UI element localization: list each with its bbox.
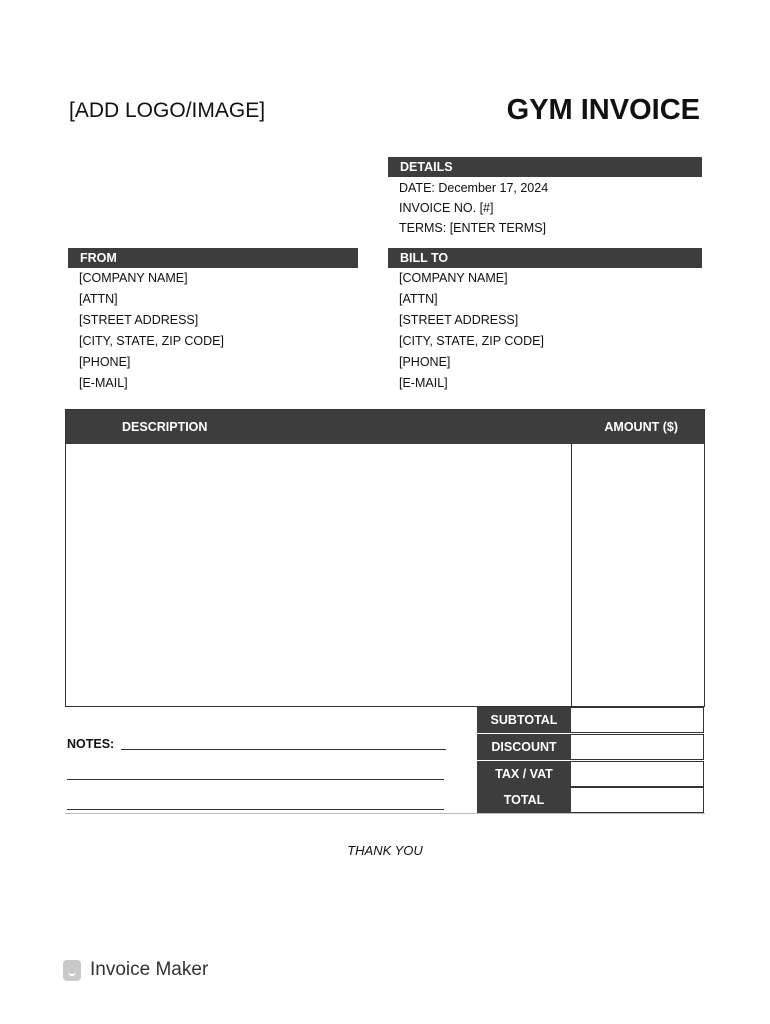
brand-name: Invoice Maker bbox=[90, 959, 209, 980]
bill-to-email[interactable]: [E-MAIL] bbox=[399, 376, 448, 390]
invoice-maker-logo-icon bbox=[63, 960, 81, 981]
discount-label: DISCOUNT bbox=[477, 734, 571, 760]
thank-you-message: THANK YOU bbox=[347, 843, 423, 858]
invoice-terms[interactable]: TERMS: [ENTER TERMS] bbox=[399, 221, 547, 235]
tax-value[interactable] bbox=[571, 761, 704, 787]
notes-line-1[interactable] bbox=[121, 749, 446, 750]
subtotal-value[interactable] bbox=[571, 707, 704, 733]
description-column-header: DESCRIPTION bbox=[122, 420, 208, 434]
from-street-address[interactable]: [STREET ADDRESS] bbox=[79, 313, 199, 327]
details-heading: DETAILS bbox=[388, 157, 702, 177]
bill-to-heading: BILL TO bbox=[388, 248, 702, 268]
subtotal-label: SUBTOTAL bbox=[477, 707, 571, 733]
from-city-state-zip[interactable]: [CITY, STATE, ZIP CODE] bbox=[79, 334, 224, 348]
table-header bbox=[66, 410, 704, 444]
subtotal-row bbox=[477, 707, 705, 733]
notes-line-3[interactable] bbox=[67, 809, 444, 810]
discount-value[interactable] bbox=[571, 734, 704, 760]
brand-footer[interactable] bbox=[63, 959, 208, 981]
total-value[interactable] bbox=[571, 787, 704, 813]
notes-label: NOTES: bbox=[67, 737, 115, 751]
bottom-divider bbox=[65, 813, 705, 814]
discount-row bbox=[477, 734, 705, 760]
line-items-table bbox=[65, 409, 705, 707]
from-company-name[interactable]: [COMPANY NAME] bbox=[79, 271, 188, 285]
bill-to-block bbox=[399, 268, 544, 394]
from-block bbox=[79, 268, 224, 394]
tax-label: TAX / VAT bbox=[477, 761, 571, 787]
from-attn[interactable]: [ATTN] bbox=[79, 292, 118, 306]
tax-row bbox=[477, 761, 705, 787]
bill-to-company-name[interactable]: [COMPANY NAME] bbox=[399, 271, 508, 285]
details-block bbox=[399, 178, 548, 238]
from-email[interactable]: [E-MAIL] bbox=[79, 376, 128, 390]
bill-to-street-address[interactable]: [STREET ADDRESS] bbox=[399, 313, 519, 327]
invoice-title: GYM INVOICE bbox=[506, 94, 700, 126]
bill-to-city-state-zip[interactable]: [CITY, STATE, ZIP CODE] bbox=[399, 334, 544, 348]
invoice-date[interactable]: DATE: December 17, 2024 bbox=[399, 181, 549, 195]
bill-to-attn[interactable]: [ATTN] bbox=[399, 292, 438, 306]
logo-placeholder[interactable]: [ADD LOGO/IMAGE] bbox=[69, 99, 266, 122]
bill-to-phone[interactable]: [PHONE] bbox=[399, 355, 451, 369]
column-divider bbox=[571, 444, 572, 706]
notes-line-2[interactable] bbox=[67, 779, 444, 780]
from-heading: FROM bbox=[68, 248, 358, 268]
from-phone[interactable]: [PHONE] bbox=[79, 355, 131, 369]
total-label: TOTAL bbox=[477, 787, 571, 813]
invoice-number[interactable]: INVOICE NO. [#] bbox=[399, 201, 494, 215]
amount-column-header: AMOUNT ($) bbox=[604, 420, 678, 434]
total-row bbox=[477, 787, 705, 813]
